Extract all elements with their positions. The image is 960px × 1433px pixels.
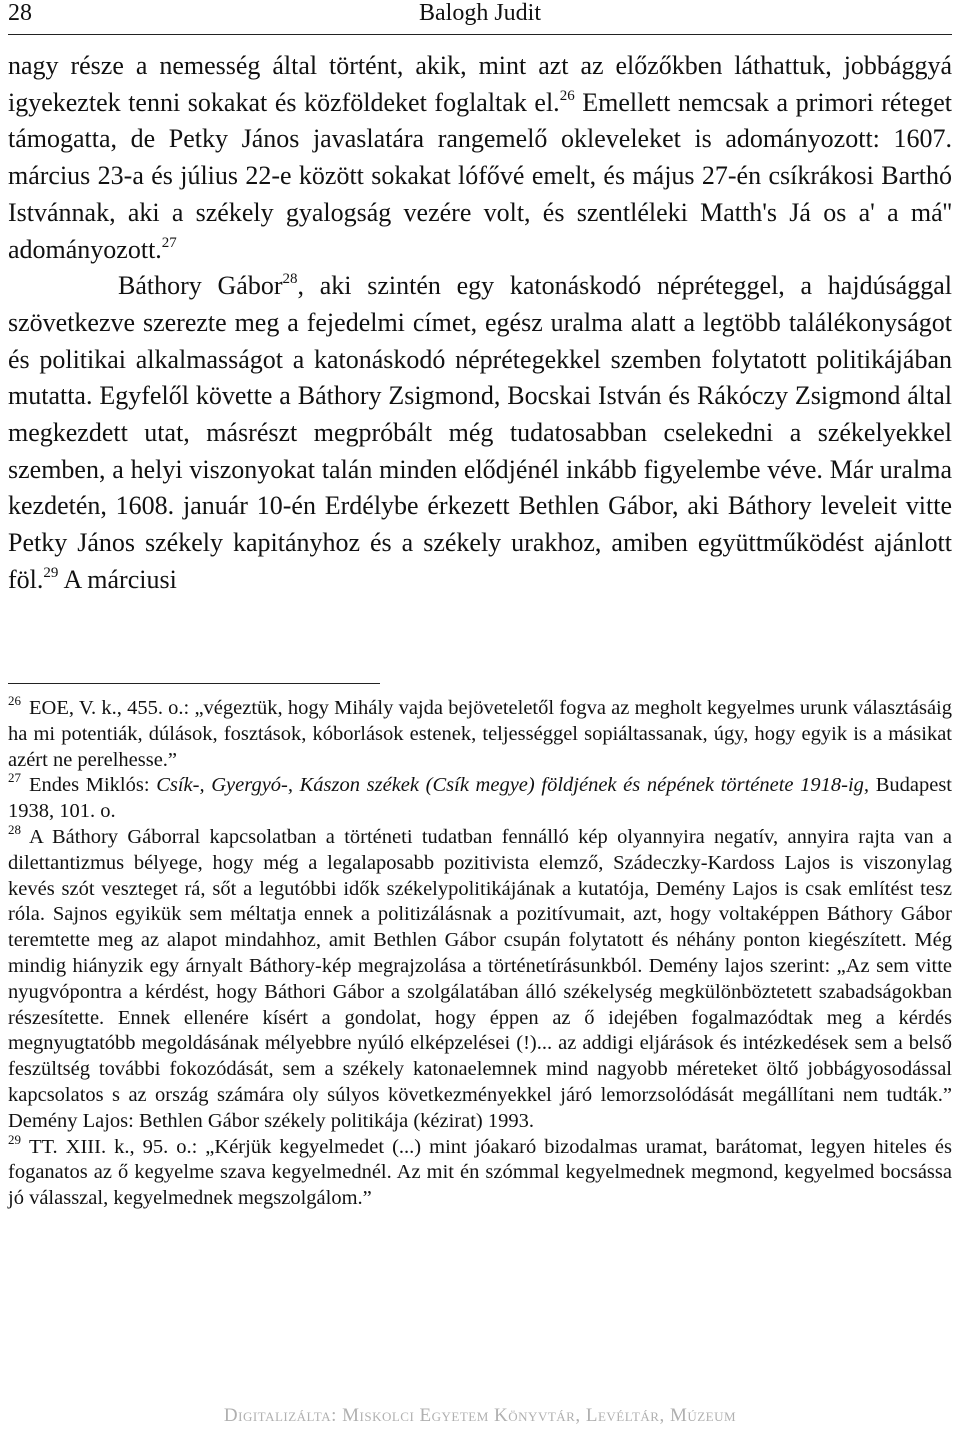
footnote-26 — [8, 693, 952, 773]
footnote-title: Csík-, Gyergyó-, Kászon székek (Csík megye) földjének és népének története 1918-ig, — [156, 774, 870, 797]
footnote-29 — [8, 1131, 952, 1212]
paragraph-text: , aki szintén egy katonáskodó népréteggel, a hajdúsággal szövetkezve szerezte meg a fejedelmi címet, egész uralma alatt a legtöbb találékonyságot és politikai alkalmasságot a katonáskodó néprétegekkel szemben folytatott politikájában mutatta. Egyfelől követte a Báthory Zsigmond, Bocskai István és Rákóczy Zsigmond által megkezdett utat, másrészt megpróbált még tudatosabban cselekedni a székelyekkel szemben, a helyi viszonyokat talán minden elődjénél inkább figyelembe véve. Már uralma kezdetén, 1608. január 10-én Erdélybe érkezett Bethlen Gábor, aki Báthory leveleit vitte Petky János székely kapitányhoz és a székely urakhoz, amiben együttműködést ajánlott föl. — [8, 271, 952, 594]
page-header — [8, 0, 952, 35]
digitization-watermark: Digitalizálta: Miskolci Egyetem Könyvtár, Levéltár, Múzeum — [223, 1405, 737, 1426]
footnote-number: 28 — [8, 821, 21, 837]
footnote-ref[interactable]: 26 — [559, 87, 575, 104]
running-head: Balogh Judit — [418, 0, 541, 26]
footnote-number: 29 — [8, 1131, 21, 1147]
body-text — [8, 48, 952, 599]
footnote-text: Budapest 1938, 101. o. — [8, 774, 952, 823]
footnote-separator — [8, 683, 380, 684]
paragraph-text: nagy része a nemesség által történt, akik, mint azt az előzőkben láthattuk, jobbággyá igyekeztek tenni sokakat és közföldeket foglaltak el. — [8, 51, 952, 117]
footnote-text: TT. XIII. k., 95. o.: „Kérjük kegyelmedet (...) mint jóakaró bizodalmas uramat, barátomat, legyen hiteles és foganatos az ő kegyelme szava kegyelmednél. Az mit én szómmal kegyelmednek megmond, kegyelmed bocsássa jó válasszal, kegyelmednek megszolgálom.” — [8, 1135, 952, 1210]
paragraph-text: A márciusi — [58, 564, 177, 594]
paragraph-2 — [8, 268, 952, 598]
footnote-ref[interactable]: 27 — [161, 234, 177, 251]
footnote-number: 27 — [8, 770, 21, 786]
footnote-text: EOE, V. k., 455. o.: „végeztük, hogy Mihály vajda bejöveteletől fogva az megholt kegyelmes urunk választásáig ha mi potentiák, dúlások, fosztások, kóborlások estenek, teljességgel sopiáltassanak, úgy, hogy egyik is a másikat azért ne perelhesse.” — [8, 697, 952, 771]
paragraph-1 — [8, 48, 952, 268]
footnote-ref[interactable]: 29 — [43, 564, 59, 581]
paragraph-text: Báthory Gábor — [118, 271, 283, 301]
footnote-text: A Báthory Gáborral kapcsolatban a történeti tudatban fennálló kép olyannyira negatív, annyira rajta van a dilettantizmus bélyege, hogy még a legalaposabb pozitivista elemző, Szádeczky-Kardoss Lajos is viszonylag kevés szót veszteget rá, sőt a legutóbbi idők székelypolitikájának a kutatója, Demény Lajos is csak említést tesz róla. Sajnos egyikük sem méltatja ennek a politizálásnak a pozitívumait, azt, hogy voltaképpen Báthory Gábor teremtette meg az alapot mindahhoz, amit Bethlen Gábor csupán folytatott és néhány ponton kiegészített. Még mindig hiányzik egy árnyalt Báthory-kép megrajzolása a történetírásunkból. Demény lajos szerint: „Az sem vitte nyugvópontra a kérdést, hogy Báthori Gábor a szolgálatában álló székelység megkülönböztetett szabadságokban részesítette. Ennek ellenére kísért a gondolat, hogy éppen az ő idejében fogalmazódtak meg a kérdés megnyugtatóbb megoldásának mélyebbre nyúló elképzelései (!)... az addigi eljárások és intézkedések sem a belső feszültség további fokozódását, sem a székely katonaelemnek mind nagyobb méreteket öltő jobbágyosodással kapcsolatos s az ország számára oly súlyos következményekkel járó lemorzsolódását megállítani nem tudták.” Demény Lajos: Bethlen Gábor székely politikája (kézirat) 1993. — [8, 825, 952, 1132]
footnote-author: Endes Miklós: — [29, 774, 157, 797]
footnotes — [8, 693, 952, 1212]
footnote-number: 26 — [8, 693, 21, 708]
footnote-27 — [8, 770, 952, 825]
page-number: 28 — [8, 0, 32, 26]
paragraph-text: Emellett nemcsak a primori réteget támogatta, de Petky János javaslatára rangemelő okleveleket is adományozott: 1607. március 23-a és július 22-e között sokakat lófővé emelt, és május 27-én csíkrákosi Barthó Istvánnak, aki a székely gyalogság vezére volt, és szentléleki Matth's Já os a' a má'' adományozott. — [8, 87, 952, 264]
footnote-28 — [8, 821, 952, 1135]
footnote-ref[interactable]: 28 — [282, 271, 298, 288]
